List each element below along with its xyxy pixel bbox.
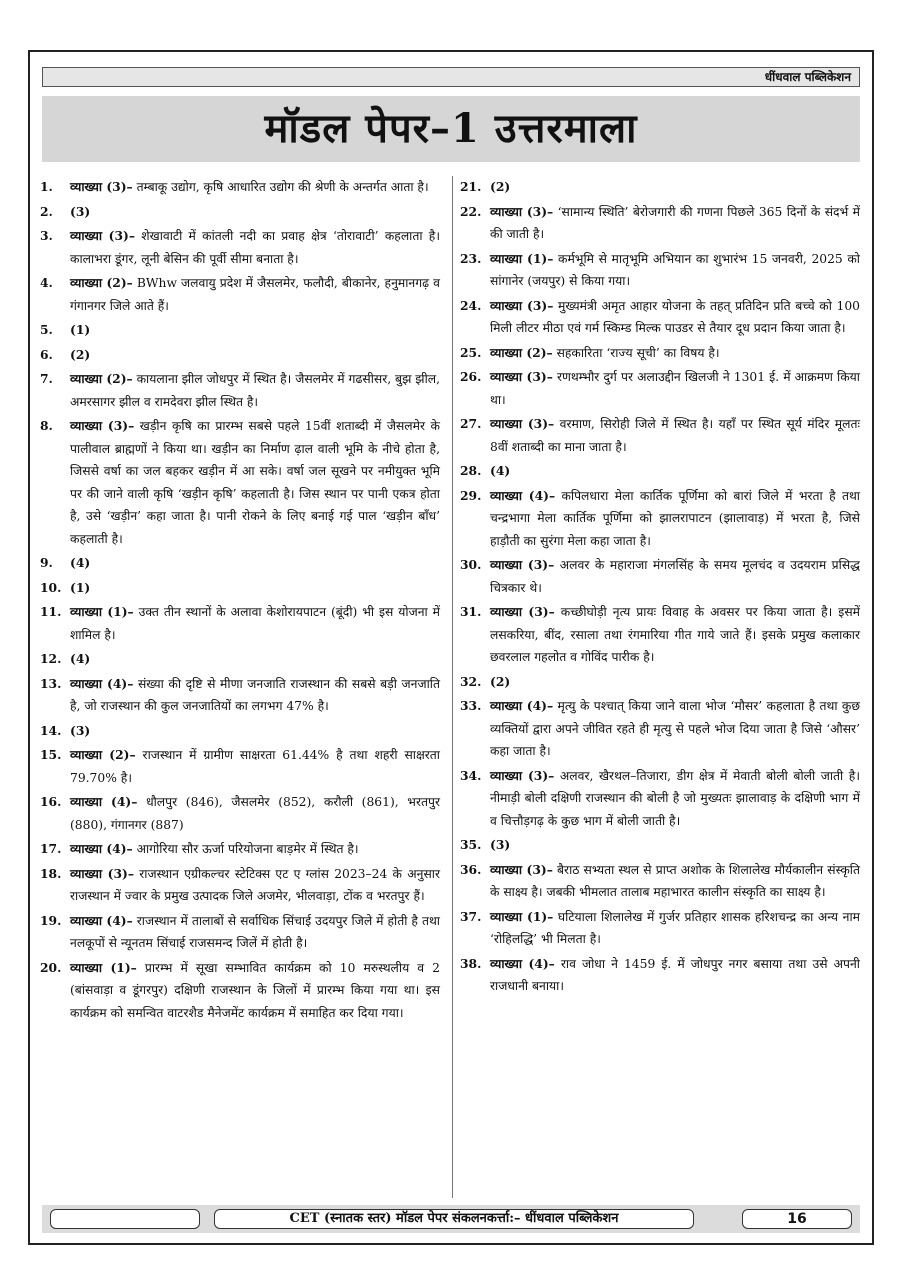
answer-text [70,957,440,1025]
answer-label: (2) [490,179,511,194]
answer-label: (2) [70,346,91,362]
answer-label: व्याख्या (3)– [490,861,553,877]
answer-number: 29. [460,487,482,503]
answer-item [40,791,440,836]
answer-number: 27. [460,416,482,431]
answer-text [490,248,860,293]
answer-explanation: राजस्थान में ग्रामीण साक्षरता 61.44% है तथा शहरी साक्षरता 79.70% है। [70,748,440,785]
answer-item [460,859,860,904]
answer-item [460,834,860,857]
answer-number: 13. [40,675,62,691]
answer-number: 34. [460,767,482,783]
answer-number: 19. [40,912,62,928]
left-column [40,176,440,1026]
answer-label: व्याख्या (2)– [70,275,133,290]
answer-label: (3) [70,722,91,738]
answer-label: (3) [70,203,91,219]
answer-number: 23. [460,250,482,266]
answer-number: 17. [40,841,62,856]
answer-text [70,552,440,575]
answer-number: 33. [460,698,482,713]
answer-item [40,720,440,743]
answer-text [70,319,440,342]
answer-label: व्याख्या (2)– [490,344,553,360]
answer-text [70,838,440,861]
answer-text [70,272,440,317]
answer-label: व्याख्या (3)– [490,767,555,783]
title-bar [42,96,860,162]
answer-number: 25. [460,344,482,360]
answer-label: (2) [490,673,511,689]
answer-item [40,176,440,199]
right-column [460,176,860,1000]
answer-label: व्याख्या (1)– [490,908,554,924]
answer-item [460,201,860,246]
answer-number: 26. [460,369,482,384]
answer-label: व्याख्या (3)– [70,418,135,433]
answer-number: 20. [40,959,62,975]
answer-explanation: राजस्थान एग्रीकल्चर स्टेटिक्स एट ए ग्लांस 2023–24 के अनुसार राजस्थान में ज्वार के प्रमुख उत्पादक जिले अजमेर, भीलवाड़ा, टोंक व भरतपुर हैं। [70,866,440,903]
answer-item [40,368,440,413]
answer-item [40,319,440,342]
answer-item [40,910,440,955]
answer-label: व्याख्या (3)– [490,604,555,619]
answer-explanation: बैराठ सभ्यता स्थल से प्राप्त अशोक के शिलालेख मौर्यकालीन संस्कृति के साक्ष्य है। जबकी भीमलात तालाब महाभारत कालीन संस्कृति का साक्ष्य है। [490,862,860,899]
answer-label: व्याख्या (3)– [490,203,554,219]
answer-item [40,577,440,600]
answer-label: (1) [70,322,91,337]
answer-item [40,863,440,908]
answer-text [490,859,860,904]
answer-item [460,295,860,340]
answer-explanation: कपिलधारा मेला कार्तिक पूर्णिमा को बारां जिले में भरता है तथा चन्द्रभागा मेला कार्तिक पूर्णिमा को झालरापाटन (झालावाड़) में भरता है, जिसे हाड़ौती का सुरंगा मेला कहा जाता है। [490,488,860,548]
answer-explanation: मृत्यु के पश्चात् किया जाने वाला भोज ‘मौसर’ कहलाता है तथा कुछ व्यक्तियों द्वारा अपने जीवित रहते ही मृत्यु से पहले भोज दिया जाता है जिसे ‘औसर’ कहा जाता है। [490,699,860,758]
answer-text [490,413,860,458]
answer-text [490,601,860,669]
answer-label: व्याख्या (1)– [490,250,554,266]
answer-text [490,201,860,246]
answer-item [460,342,860,365]
answer-number: 30. [460,557,482,572]
answer-explanation: वरमाण, सिरोही जिले में स्थित है। यहाँ पर स्थित सूर्य मंदिर मूलतः 8वीं शताब्दी का माना जाता है। [490,417,860,454]
answer-number: 9. [40,555,53,570]
answer-explanation: शेखावाटी में कांतली नदी का प्रवाह क्षेत्र ‘तोरावाटी’ कहलाता है। कालाभरा डूंगर, लूनी बेसिन की पूर्वी सीमा बनाता है। [70,229,440,266]
answer-text [70,648,440,671]
answer-text [490,342,860,365]
answer-explanation: घटियाला शिलालेख में गुर्जर प्रतिहार शासक हरिशचन्द्र का अन्य नाम ‘रोहिलद्धि’ भी मिलता है। [490,909,860,946]
answer-item [460,176,860,199]
answer-text [70,910,440,955]
answer-item [40,272,440,317]
answer-label: व्याख्या (4)– [490,955,555,971]
answer-number: 1. [40,179,53,194]
answer-label: व्याख्या (3)– [490,416,555,431]
answer-item [40,415,440,550]
answer-item [460,765,860,833]
answer-item [460,554,860,599]
answer-explanation: BWhw जलवायु प्रदेश में जैसलमेर, फलौदी, बीकानेर, हनुमानगढ़ व गंगानगर जिले आते हैं। [70,276,440,313]
answer-text [70,601,440,646]
answer-number: 36. [460,861,482,877]
answer-item [40,744,440,789]
answer-text [490,671,860,694]
answer-number: 7. [40,371,53,386]
answer-number: 35. [460,837,482,852]
answer-explanation: अलवर के महाराजा मंगलसिंह के समय मूलचंद व उदयराम प्रसिद्ध चित्रकार थे। [490,558,861,595]
answer-explanation: कायलाना झील जोधपुर में स्थित है। जैसलमेर में गढसीसर, बुझ झील, अमरसागर झील व रामदेवरा झील स्थित है। [70,372,441,409]
answer-explanation: राजस्थान में तालाबों से सर्वाधिक सिंचाई उदयपुर जिले में होती है तथा नलकूपों से न्यूनतम सिंचाई राजसमन्द जिलें में होती है। [70,913,440,950]
answer-text [490,765,860,833]
answer-explanation: ‘सामान्य स्थिति’ बेरोजगारी की गणना पिछले 365 दिनों के संदर्भ में की जाती है। [490,204,861,241]
answer-explanation: संख्या की दृष्टि से मीणा जनजाति राजस्थान की सबसे बड़ी जनजाति है, जो राजस्थान की कुल जनजातियों का लगभग 47% है। [70,676,440,713]
answer-explanation: कच्छीघोड़ी नृत्य प्रायः विवाह के अवसर पर किया जाता है। इसमें लसकरिया, बींद, रसाला तथा रंगमारिया गीत गाये जाते हैं। इसके प्रमुख कलाकार छवरलाल गहलोत व गोविंद पारीक है। [490,605,860,664]
answer-label: (1) [70,579,91,595]
answer-label: व्याख्या (1)– [70,604,134,619]
answer-item [40,201,440,224]
answer-text [70,720,440,743]
answer-text [490,695,860,763]
answer-number: 15. [40,747,62,762]
answer-text [490,906,860,951]
answer-item [460,671,860,694]
answer-number: 10. [40,579,62,595]
answer-number: 5. [40,322,53,337]
answer-label: व्याख्या (2)– [70,371,133,386]
answer-item [460,460,860,483]
answer-number: 12. [40,651,62,666]
answer-text [490,953,860,998]
answer-item [40,552,440,575]
footer-text: CET (स्नातक स्तर) मॉडल पेपर संकलनकर्त्ता:– धींधवाल पब्लिकेशन [214,1209,694,1229]
answer-number: 32. [460,673,482,689]
publisher-label: धींधवाल पब्लिकेशन [42,67,860,87]
answer-text [70,368,440,413]
answer-item [40,957,440,1025]
answer-label: व्याख्या (4)– [70,794,138,809]
answer-number: 18. [40,865,62,881]
answer-label: व्याख्या (4)– [70,912,133,928]
answer-item [460,953,860,998]
answer-number: 2. [40,203,53,219]
answer-label: व्याख्या (4)– [490,487,556,503]
answer-text [490,366,860,411]
answer-explanation: कर्मभूमि से मातृभूमि अभियान का शुभारंभ 15 जनवरी, 2025 को सांगानेर (जयपुर) से किया गया। [490,251,860,288]
answer-explanation: आगोरिया सौर ऊर्जा परियोजना बाड़मेर में स्थित है। [136,842,359,856]
answer-item [460,485,860,553]
answer-text [70,415,440,550]
answer-item [460,413,860,458]
answer-item [40,225,440,270]
answer-label: व्याख्या (4)– [70,675,134,691]
answer-label: (4) [70,555,91,570]
answer-number: 14. [40,722,62,738]
answer-text [70,344,440,367]
answer-explanation: खड़ीन कृषि का प्रारम्भ सबसे पहले 15वीं शताब्दी में जैसलमेर के पालीवाल ब्राह्मणों ने किया था। खड़ीन का निर्माण ढ़ाल वाली भूमि के नीचे होता है, जिससे वर्षा का जल बहकर खड़ीन में आ सके। वर्षा जल सूखने पर नमीयुक्त भूमि पर की जाने वाली कृषि ‘खड़ीन कृषि’ कहलाती है। जिस स्थान पर पानी एकत्र होता है, उसे ‘खड़ीन’ कहा जाता है। पानी रोकने के लिए बनाई गई पाल ‘खड़ीन बाँध’ कहलाती है। [70,419,440,546]
answer-item [460,248,860,293]
answer-label: व्याख्या (2)– [70,747,136,762]
answer-explanation: धौलपुर (846), जैसलमेर (852), करौली (861), भरतपुर (880), गंगानगर (887) [70,795,441,832]
answer-explanation: रणथम्भौर दुर्ग पर अलाउद्दीन खिलजी ने 1301 ई. में आक्रमण किया था। [490,370,860,407]
answer-explanation: सहकारिता ‘राज्य सूची’ का विषय है। [556,345,720,360]
answer-number: 4. [40,275,53,290]
answer-label: व्याख्या (3)– [70,865,134,881]
answer-item [460,695,860,763]
answer-text [70,791,440,836]
answer-text [70,176,440,199]
answer-text [490,554,860,599]
answer-label: व्याख्या (1)– [70,959,137,975]
answer-number: 8. [40,418,53,433]
answer-item [40,648,440,671]
answer-item [460,906,860,951]
answer-explanation: मुख्यमंत्री अमृत आहार योजना के तहत् प्रतिदिन प्रति बच्चे को 100 मिली लीटर मीठा एवं गर्म स्किम्ड मिल्क पाउडर से तैयार दूध प्रदान किया जाता है। [490,298,860,335]
answer-number: 38. [460,955,482,971]
answer-label: व्याख्या (4)– [70,841,133,856]
answer-explanation: अलवर, खैरथल–तिजारा, डीग क्षेत्र में मेवाती बोली बोली जाती है। नीमाड़ी बोली दक्षिणी राजस्थान की बोली है जो मुख्यतः झालावाड़ के दक्षिणी भाग में व चित्तौड़गढ़ के कुछ भाग में बोली जाती है। [490,768,860,828]
answer-number: 22. [460,203,482,219]
footer-blank-box [50,1209,200,1229]
answer-label: व्याख्या (3)– [70,179,133,194]
answer-number: 37. [460,908,482,924]
answer-text [70,225,440,270]
footer [42,1205,860,1233]
column-divider [452,176,453,1198]
answer-number: 3. [40,228,53,243]
answer-explanation: राव जोधा ने 1459 ई. में जोधपुर नगर बसाया तथा उसे अपनी राजधानी बनाया। [490,956,860,993]
answer-number: 28. [460,463,482,478]
answer-text [70,577,440,600]
answer-number: 6. [40,346,53,362]
page-number: 16 [742,1209,852,1229]
answer-text [70,744,440,789]
answer-item [460,366,860,411]
answer-text [70,863,440,908]
answer-item [460,601,860,669]
answer-text [490,834,860,857]
answer-item [40,838,440,861]
answer-explanation: तम्बाकू उद्योग, कृषि आधारित उद्योग की श्रेणी के अन्तर्गत आता है। [136,180,429,194]
answer-number: 31. [460,604,482,619]
page-title: मॉडल पेपर–1 उत्तरमाला [264,105,638,152]
answer-label: व्याख्या (3)– [490,297,554,313]
answer-explanation: उक्त तीन स्थानों के अलावा केशोरायपाटन (बूंदी) भी इस योजना में शामिल है। [70,605,440,642]
answer-label: व्याख्या (3)– [70,228,136,243]
answer-explanation: प्रारम्भ में सूखा सम्भावित कार्यक्रम को 10 मरुस्थलीय व 2 (बांसवाड़ा व डूंगरपुर) दक्षिणी राजस्थान के जिलों में प्रारम्भ किया गया था। इस कार्यक्रम को समन्वित वाटरशैड मैनेजमेंट कार्यक्रम में समाहित कर दिया गया। [70,960,440,1020]
answer-number: 24. [460,297,482,313]
answer-text [490,295,860,340]
answer-item [40,673,440,718]
answer-text [490,460,860,483]
answer-text [70,201,440,224]
answer-text [490,485,860,553]
answer-number: 21. [460,179,482,194]
answer-text [70,673,440,718]
answer-label: व्याख्या (3)– [490,557,555,572]
answer-number: 11. [40,604,62,619]
answer-label: व्याख्या (3)– [490,369,553,384]
answer-item [40,601,440,646]
answer-item [40,344,440,367]
answer-label: (4) [70,651,91,666]
answer-number: 16. [40,794,62,809]
answer-text [490,176,860,199]
answer-label: व्याख्या (4)– [490,698,554,713]
answer-label: (4) [490,463,511,478]
answer-label: (3) [490,837,511,852]
